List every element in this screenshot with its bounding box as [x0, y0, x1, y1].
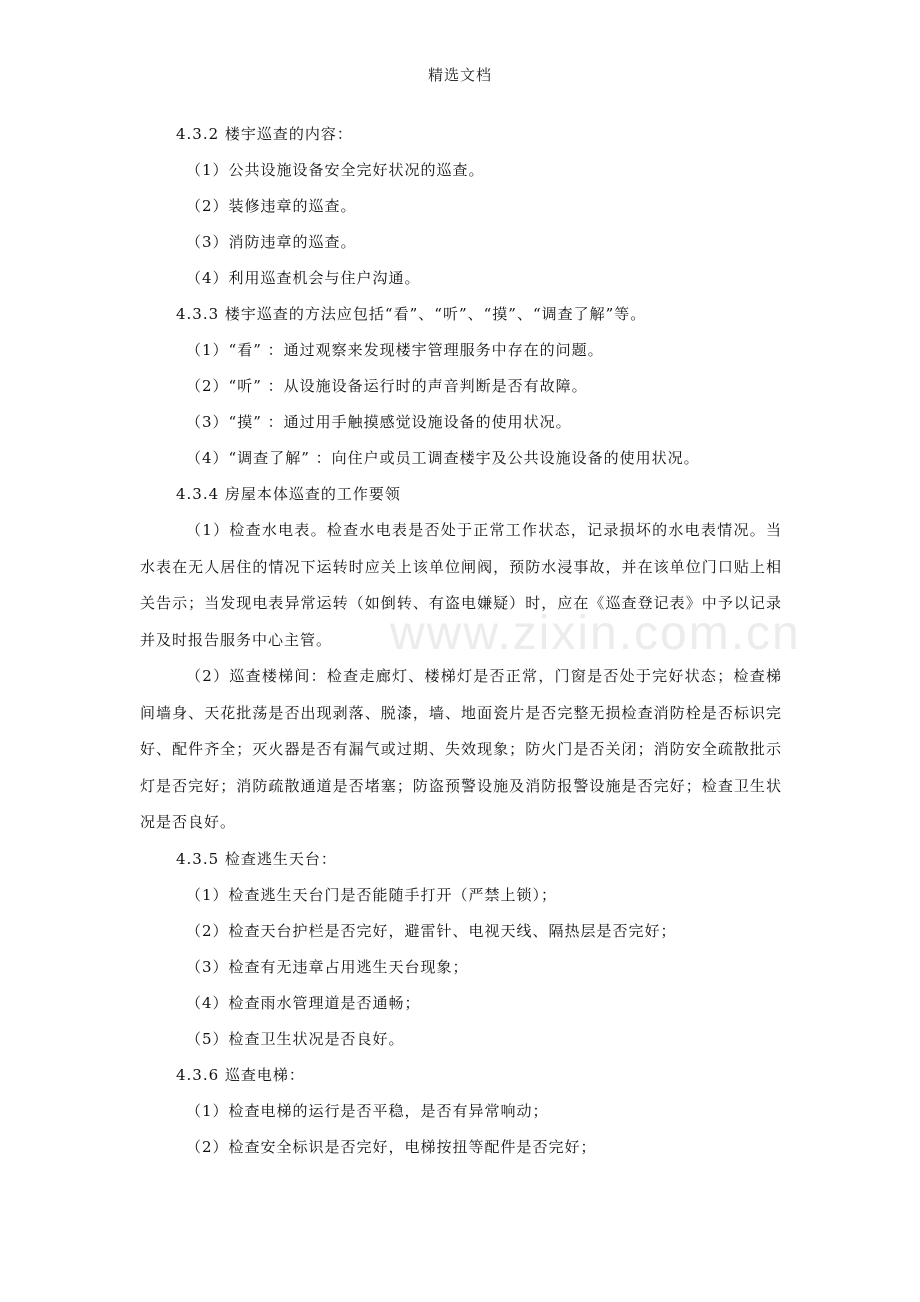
document-body [140, 116, 782, 1165]
section-heading-4-3-4: 4.3.4 房屋本体巡查的工作要领 [176, 485, 401, 503]
list-item: （3）消防违章的巡查。 [186, 233, 357, 251]
section-heading-4-3-5: 4.3.5 检查逃生天台： [176, 849, 337, 868]
section-heading-4-3-6: 4.3.6 巡查电梯： [176, 1065, 305, 1084]
list-item: （1）公共设施设备安全完好状况的巡查。 [186, 161, 485, 179]
watermark: www.zixin.com.cn [390, 607, 801, 660]
list-item: （1）检查电梯的运行是否平稳，是否有异常响动； [186, 1101, 549, 1120]
page-header: 精选文档 [427, 66, 492, 84]
list-item: （5）检查卫生状况是否良好。 [186, 1029, 405, 1048]
list-item: （2）检查天台护栏是否完好，避雷针、电视天线、隔热层是否完好； [186, 921, 677, 940]
list-item: （1）“看” ：通过观察来发现楼宇管理服务中存在的问题。 [186, 341, 604, 359]
list-item: （4）利用巡查机会与住户沟通。 [186, 269, 421, 287]
paragraph-water-electric-meter: （1）检查水电表。检查水电表是否处于正常工作状态，记录损坏的水电表情况。当水表在无人居住的情况下运转时应关上该单位闸阀，预防水浸事故，并在该单位门口贴上相关告示；当发现电表异常运转（如倒转、有盗电嫌疑）时，应在《巡查登记表》中予以记录并及时报告服务中心主管。 [140, 521, 782, 649]
list-item: （2）“听” ：从设施设备运行时的声音判断是否有故障。 [186, 377, 588, 395]
list-item: （4）“调查了解” ：向住户或员工调查楼宇及公共设施设备的使用状况。 [186, 449, 700, 467]
list-item: （4）检查雨水管理道是否通畅； [186, 993, 421, 1012]
list-item: （3）检查有无违章占用逃生天台现象； [186, 957, 469, 976]
list-item: （1）检查逃生天台门是否能随手打开（严禁上锁）； [186, 885, 558, 904]
paragraph-stairwell-inspection: （2）巡查楼梯间：检查走廊灯、楼梯灯是否正常，门窗是否处于完好状态；检查梯间墙身、天花批荡是否出现剥落、脱漆，墙、地面瓷片是否完整无损检查消防栓是否标识完好、配件齐全；灭火器是否有漏气或过期、失效现象；防火门是否关闭；消防安全疏散批示灯是否完好；消防疏散通道是否堵塞；防盗预警设施及消防报警设施是否完好；检查卫生状况是否良好。 [140, 667, 782, 831]
section-heading-4-3-3: 4.3.3 楼宇巡查的方法应包括“看”、“听”、“摸”、“调查了解”等。 [176, 305, 647, 323]
list-item: （2）检查安全标识是否完好，电梯按扭等配件是否完好； [186, 1137, 597, 1156]
section-heading-4-3-2: 4.3.2 楼宇巡查的内容： [176, 125, 353, 143]
list-item: （3）“摸” ：通过用手触摸感觉设施设备的使用状况。 [186, 413, 572, 431]
list-item: （2）装修违章的巡查。 [186, 197, 357, 215]
